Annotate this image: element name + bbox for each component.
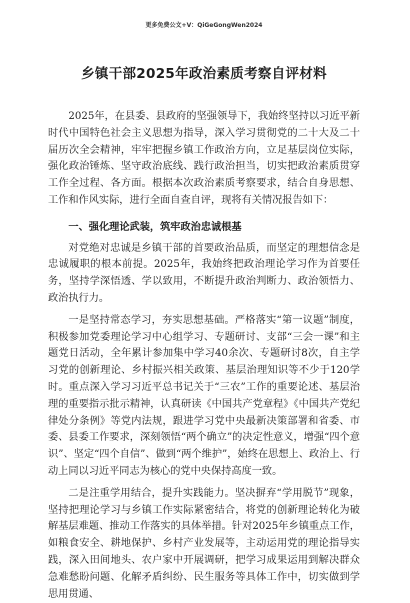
document-title: 乡镇干部2025年政治素质考察自评材料	[81, 66, 327, 82]
section-1-paragraph-1: 对党绝对忠诚是乡镇干部的首要政治品质，而坚定的理想信念是忠诚履职的根本前提。2025年，我始终把政治理论学习作为首要任务，坚持学深悟透、学以致用，不断提升政治判断力、政治领悟力、政治执行力。	[48, 242, 360, 304]
section-heading-1: 一、强化理论武装，筑牢政治忠诚根基	[68, 221, 242, 233]
intro-paragraph: 2025年，在县委、县政府的坚强领导下，我始终坚持以习近平新时代中国特色社会主义思想为指导，深入学习贯彻党的二十大及二十届历次全会精神，牢牢把握乡镇工作政治方向，立足基层岗位实际，强化政治锤炼、坚守政治底线、践行政治担当，切实把政治素质贯穿工作全过程、各方面。根据本次政治素质考察要求，结合自身思想、工作和作风实际，进行全面自查自评，现将有关情况报告如下：	[48, 111, 360, 206]
section-1-paragraph-2: 一是坚持常态学习，夯实思想基础。严格落实“第一议题”制度，积极参加党委理论学习中心组学习、专题研讨、支部“三会一课”和主题党日活动，全年累计参加集中学习40余次、专题研讨8次，自主学习党的创新理论、乡村振兴相关政策、基层治理知识等不少于120学时。重点深入学习习近平总书记关于“三农”工作的重要论述、基层治理的重要指示批示精神，认真研读《中国共产党章程》《中国共产党纪律处分条例》等党内法规，跟进学习党中央最新决策部署和省委、市委、县委工作要求，深刻领悟“两个确立”的决定性意义，增强“四个意识”、坚定“四个自信”、做到“两个维护”，始终在思想上、政治上、行动上同以习近平同志为核心的党中央保持高度一致。	[48, 314, 360, 477]
page-header-note: 更多免费公文+V：QiGeGongWen2024	[145, 22, 263, 29]
spacer	[48, 210, 360, 215]
section-1-paragraph-3: 二是注重学用结合，提升实践能力。坚决摒弃“学用脱节”现象，坚持把理论学习与乡镇工作实际紧密结合，将党的创新理论转化为破解基层难题、推动工作落实的具体举措。针对2025年乡镇重点工作，如粮食安全、耕地保护、乡村产业发展等，主动运用党的理论指导实践，深入田间地头、农户家中开展调研，把学习成果运用到解决群众急难愁盼问题、化解矛盾纠纷、民生服务等具体工作中，切实做到学思用贯通、	[48, 487, 360, 600]
